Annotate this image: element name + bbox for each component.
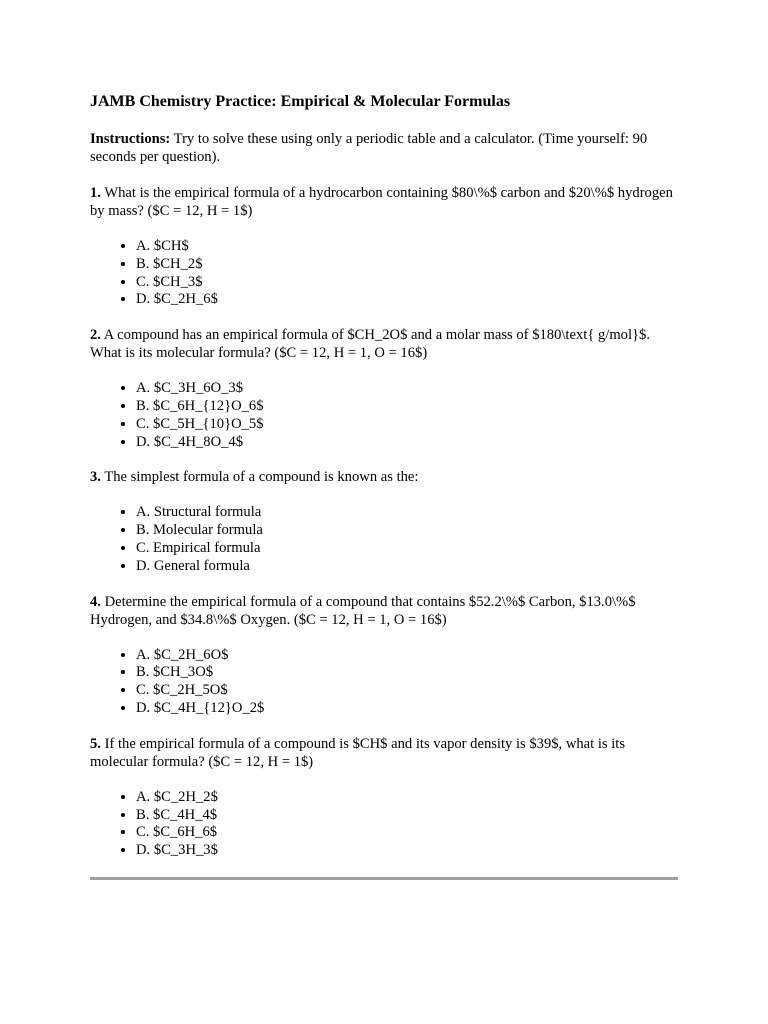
instructions-text: Try to solve these using only a periodic table and a calculator. (Time yourself: 90 seconds per question).	[90, 131, 648, 165]
question-1	[90, 184, 678, 220]
question-2	[90, 326, 678, 362]
question-5-options	[90, 789, 678, 860]
option-item: • B. $C_4H_4$	[136, 807, 678, 825]
option-item: • D. $C_4H_8O_4$	[136, 434, 678, 452]
question-text: If the empirical formula of a compound is $CH$ and its vapor density is $39$, what is its molecular formula? ($C = 12, H = 1$)	[90, 735, 626, 770]
question-number: 5.	[90, 735, 101, 752]
option-item: • C. $C_6H_6$	[136, 824, 678, 842]
question-3-options	[90, 504, 678, 575]
question-text: What is the empirical formula of a hydrocarbon containing $80\%$ carbon and $20\%$ hydrogen by mass? ($C = 12, H = 1$)	[90, 185, 673, 219]
instructions-label: Instructions:	[90, 131, 171, 147]
question-number: 1.	[90, 185, 101, 201]
page-title: JAMB Chemistry Practice: Empirical & Molecular Formulas	[90, 93, 511, 110]
option-item: • C. $C_5H_{10}O_5$	[136, 416, 678, 434]
question-3	[90, 468, 678, 486]
option-item: • A. Structural formula	[136, 504, 678, 522]
option-item: • D. $C_4H_{12}O_2$	[136, 700, 678, 718]
option-item: • A. $CH$	[136, 238, 678, 256]
option-item: • D. General formula	[136, 558, 678, 576]
question-2-options	[90, 380, 678, 451]
option-item: • B. Molecular formula	[136, 522, 678, 540]
option-item: • D. $C_3H_3$	[136, 842, 678, 860]
instructions-paragraph	[90, 130, 678, 166]
question-5	[90, 735, 678, 771]
question-text: The simplest formula of a compound is known as the:	[100, 469, 419, 486]
question-4	[90, 593, 678, 629]
option-item: • B. $C_6H_{12}O_6$	[136, 398, 678, 416]
option-item: • A. $C_3H_6O_3$	[136, 380, 678, 398]
question-1-options	[90, 238, 678, 309]
option-item: • C. Empirical formula	[136, 540, 678, 558]
question-text: A compound has an empirical formula of $CH_2O$ and a molar mass of $180\text{ g/mol}$. What is its molecular formula? ($C = 12, H = 1, O = 16$)	[90, 327, 650, 362]
option-item: • A. $C_2H_2$	[136, 789, 678, 807]
question-number: 3.	[90, 469, 101, 486]
question-number: 2.	[90, 327, 101, 344]
option-item: • B. $CH_2$	[136, 256, 678, 274]
question-number: 4.	[90, 593, 101, 610]
horizontal-rule	[90, 877, 678, 880]
option-item: • A. $C_2H_6O$	[136, 647, 678, 665]
option-item: • D. $C_2H_6$	[136, 291, 678, 309]
option-item: • C. $CH_3$	[136, 274, 678, 292]
question-text: Determine the empirical formula of a compound that contains $52.2\%$ Carbon, $13.0\%$ Hydrogen, and $34.8\%$ Oxygen. ($C = 12, H = 1, O = 16$)	[90, 593, 636, 628]
option-item: • B. $CH_3O$	[136, 664, 678, 682]
option-item: • C. $C_2H_5O$	[136, 682, 678, 700]
question-4-options	[90, 647, 678, 718]
